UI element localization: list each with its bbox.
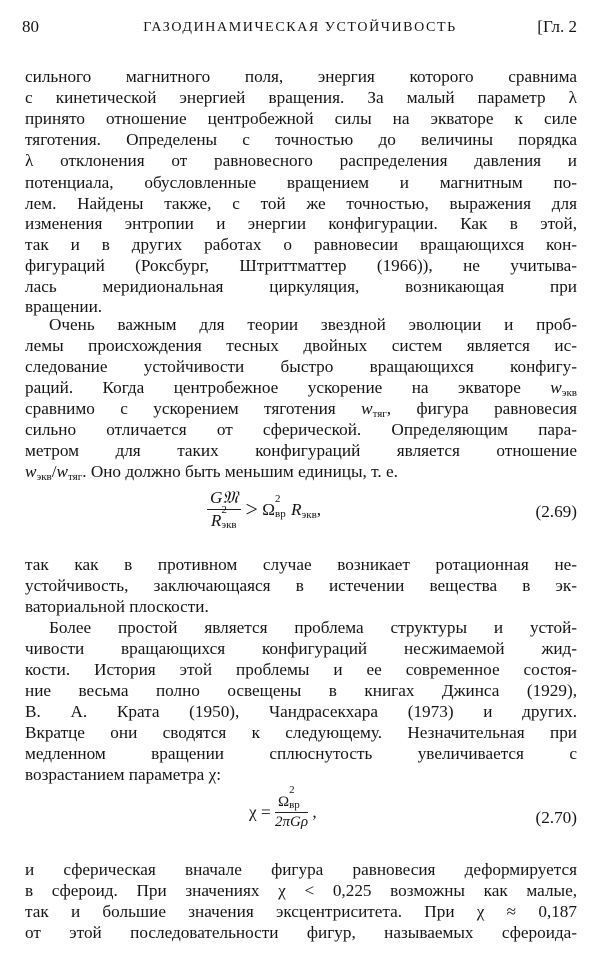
numerator: G𝔐 (210, 488, 239, 507)
text-line: сильно отличается от сферической. Определяющим пара- (25, 420, 577, 439)
fraction: Ω 2 вр 2πGρ (274, 784, 309, 830)
text-line: в сфероид. При значениях χ < 0,225 возможны как малые, (25, 881, 577, 900)
text-line: изменения энтропии и энергии конфигурации. Как в этой, (25, 214, 577, 233)
text-line: так и в других работах о равновесии вращающихся кон- (25, 235, 577, 254)
text-line: чивости вращающихся конфигураций несжимаемой жид- (25, 639, 577, 658)
math-sub: тяг (372, 408, 387, 420)
math-comma: , (312, 802, 317, 822)
text-line: следование устойчивости быстро вращающихся конфигу- (25, 357, 577, 376)
math-w: w (550, 378, 562, 397)
math-sub: тяг (67, 471, 83, 483)
equation-number: (2.69) (535, 502, 577, 521)
text-line: от этой последовательности фигур, называемых сфероида- (25, 923, 577, 942)
text-line (25, 461, 577, 483)
text-line: лась меридиональная циркуляция, возникающая при (25, 277, 577, 296)
text: , фигура равновесия (386, 399, 578, 418)
math-chi: χ (249, 802, 257, 822)
text: сравнимо с ускорением тяготения (25, 399, 336, 418)
chapter-label: [Гл. 2 (537, 17, 577, 36)
text-line: принято отношение центробежной силы на экваторе к силе (25, 109, 577, 128)
page-number: 80 (22, 17, 39, 36)
denominator: 2πGρ (274, 814, 309, 830)
text-line: и сферическая вначале фигура равновесия деформируется (25, 860, 577, 879)
text-line: Очень важным для теории звездной эволюции и проб- (49, 315, 577, 334)
text-line: вращении. (25, 297, 103, 316)
math-equals: = (260, 802, 271, 822)
text-line: тяготения. Определены с точностью до величины порядка (25, 130, 577, 149)
math-sub: экв (36, 471, 52, 483)
equation-number: (2.70) (535, 808, 577, 827)
text: . Оно должно быть меньшим единицы, т. е. (82, 462, 398, 481)
equation-2-70 (25, 784, 577, 844)
math-w: w (56, 462, 68, 481)
text-line: лемы происхождения тесных двойных систем является ис- (25, 336, 577, 355)
text-line: потенциала, обусловленные вращением и магнитным по- (25, 173, 577, 192)
text-line: Более простой является проблема структуры и устой- (49, 618, 577, 637)
text-line: Вкратце они сводятся к следующему. Незначительная при (25, 723, 577, 742)
text-line (25, 377, 577, 399)
running-title: ГАЗОДИНАМИЧЕСКАЯ УСТОЙЧИВОСТЬ (143, 20, 457, 35)
math-w: w (361, 399, 373, 418)
math-R: R (210, 511, 222, 530)
fraction: G𝔐 R 2 экв (207, 488, 241, 531)
text-line: ваториальной плоскости. (25, 597, 209, 616)
text-line (25, 398, 577, 420)
math-comma: , (316, 499, 322, 519)
math-sub: экв (301, 508, 317, 521)
math-sub: экв (561, 387, 577, 399)
equation-2-69: G𝔐 R 2 экв > Ω 2 вр $R_{экв}$, (2.69) (25, 488, 577, 538)
math-R: R (291, 499, 302, 519)
text-line: фигураций (Роксбург, Штриттматтер (1966)), не учитыва- (25, 256, 577, 275)
text-line: сильного магнитного поля, энергия которого сравнима (25, 67, 577, 86)
text: раций. Когда центробежное ускорение на экваторе (25, 378, 521, 397)
math-slash: / (51, 462, 57, 481)
greater-than: > (245, 496, 258, 522)
text-line: метром для таких конфигураций является отношение (25, 441, 577, 460)
math-w: w (25, 462, 37, 481)
text-line: В. А. Крата (1950), Чандрасекхара (1973) и других. (25, 702, 577, 721)
text-line: лем. Найдены также, с той же точностью, выражения для (25, 194, 577, 213)
text-line: медленном вращении сплюснутость увеличивается с (25, 744, 577, 763)
text-line: с кинетической энергией вращения. За малый параметр λ (25, 88, 577, 107)
text-line: λ отклонения от равновесного распределения давления и (25, 151, 577, 170)
text-line: так как в противном случае возникает ротационная не- (25, 555, 577, 574)
text-line: так и большие значения эксцентриситета. При χ ≈ 0,187 (25, 902, 577, 921)
text-line: возрастанием параметра χ: (25, 765, 221, 784)
text-line: кости. История этой проблемы и ее современное состоя- (25, 660, 577, 679)
math-omega: Ω (277, 794, 290, 810)
math-omega: Ω (262, 499, 276, 519)
text-line: устойчивость, заключающаяся в истечении вещества в эк- (25, 576, 577, 595)
text-line: ние весьма полно освещены в книгах Джинса (1929), (25, 681, 577, 700)
